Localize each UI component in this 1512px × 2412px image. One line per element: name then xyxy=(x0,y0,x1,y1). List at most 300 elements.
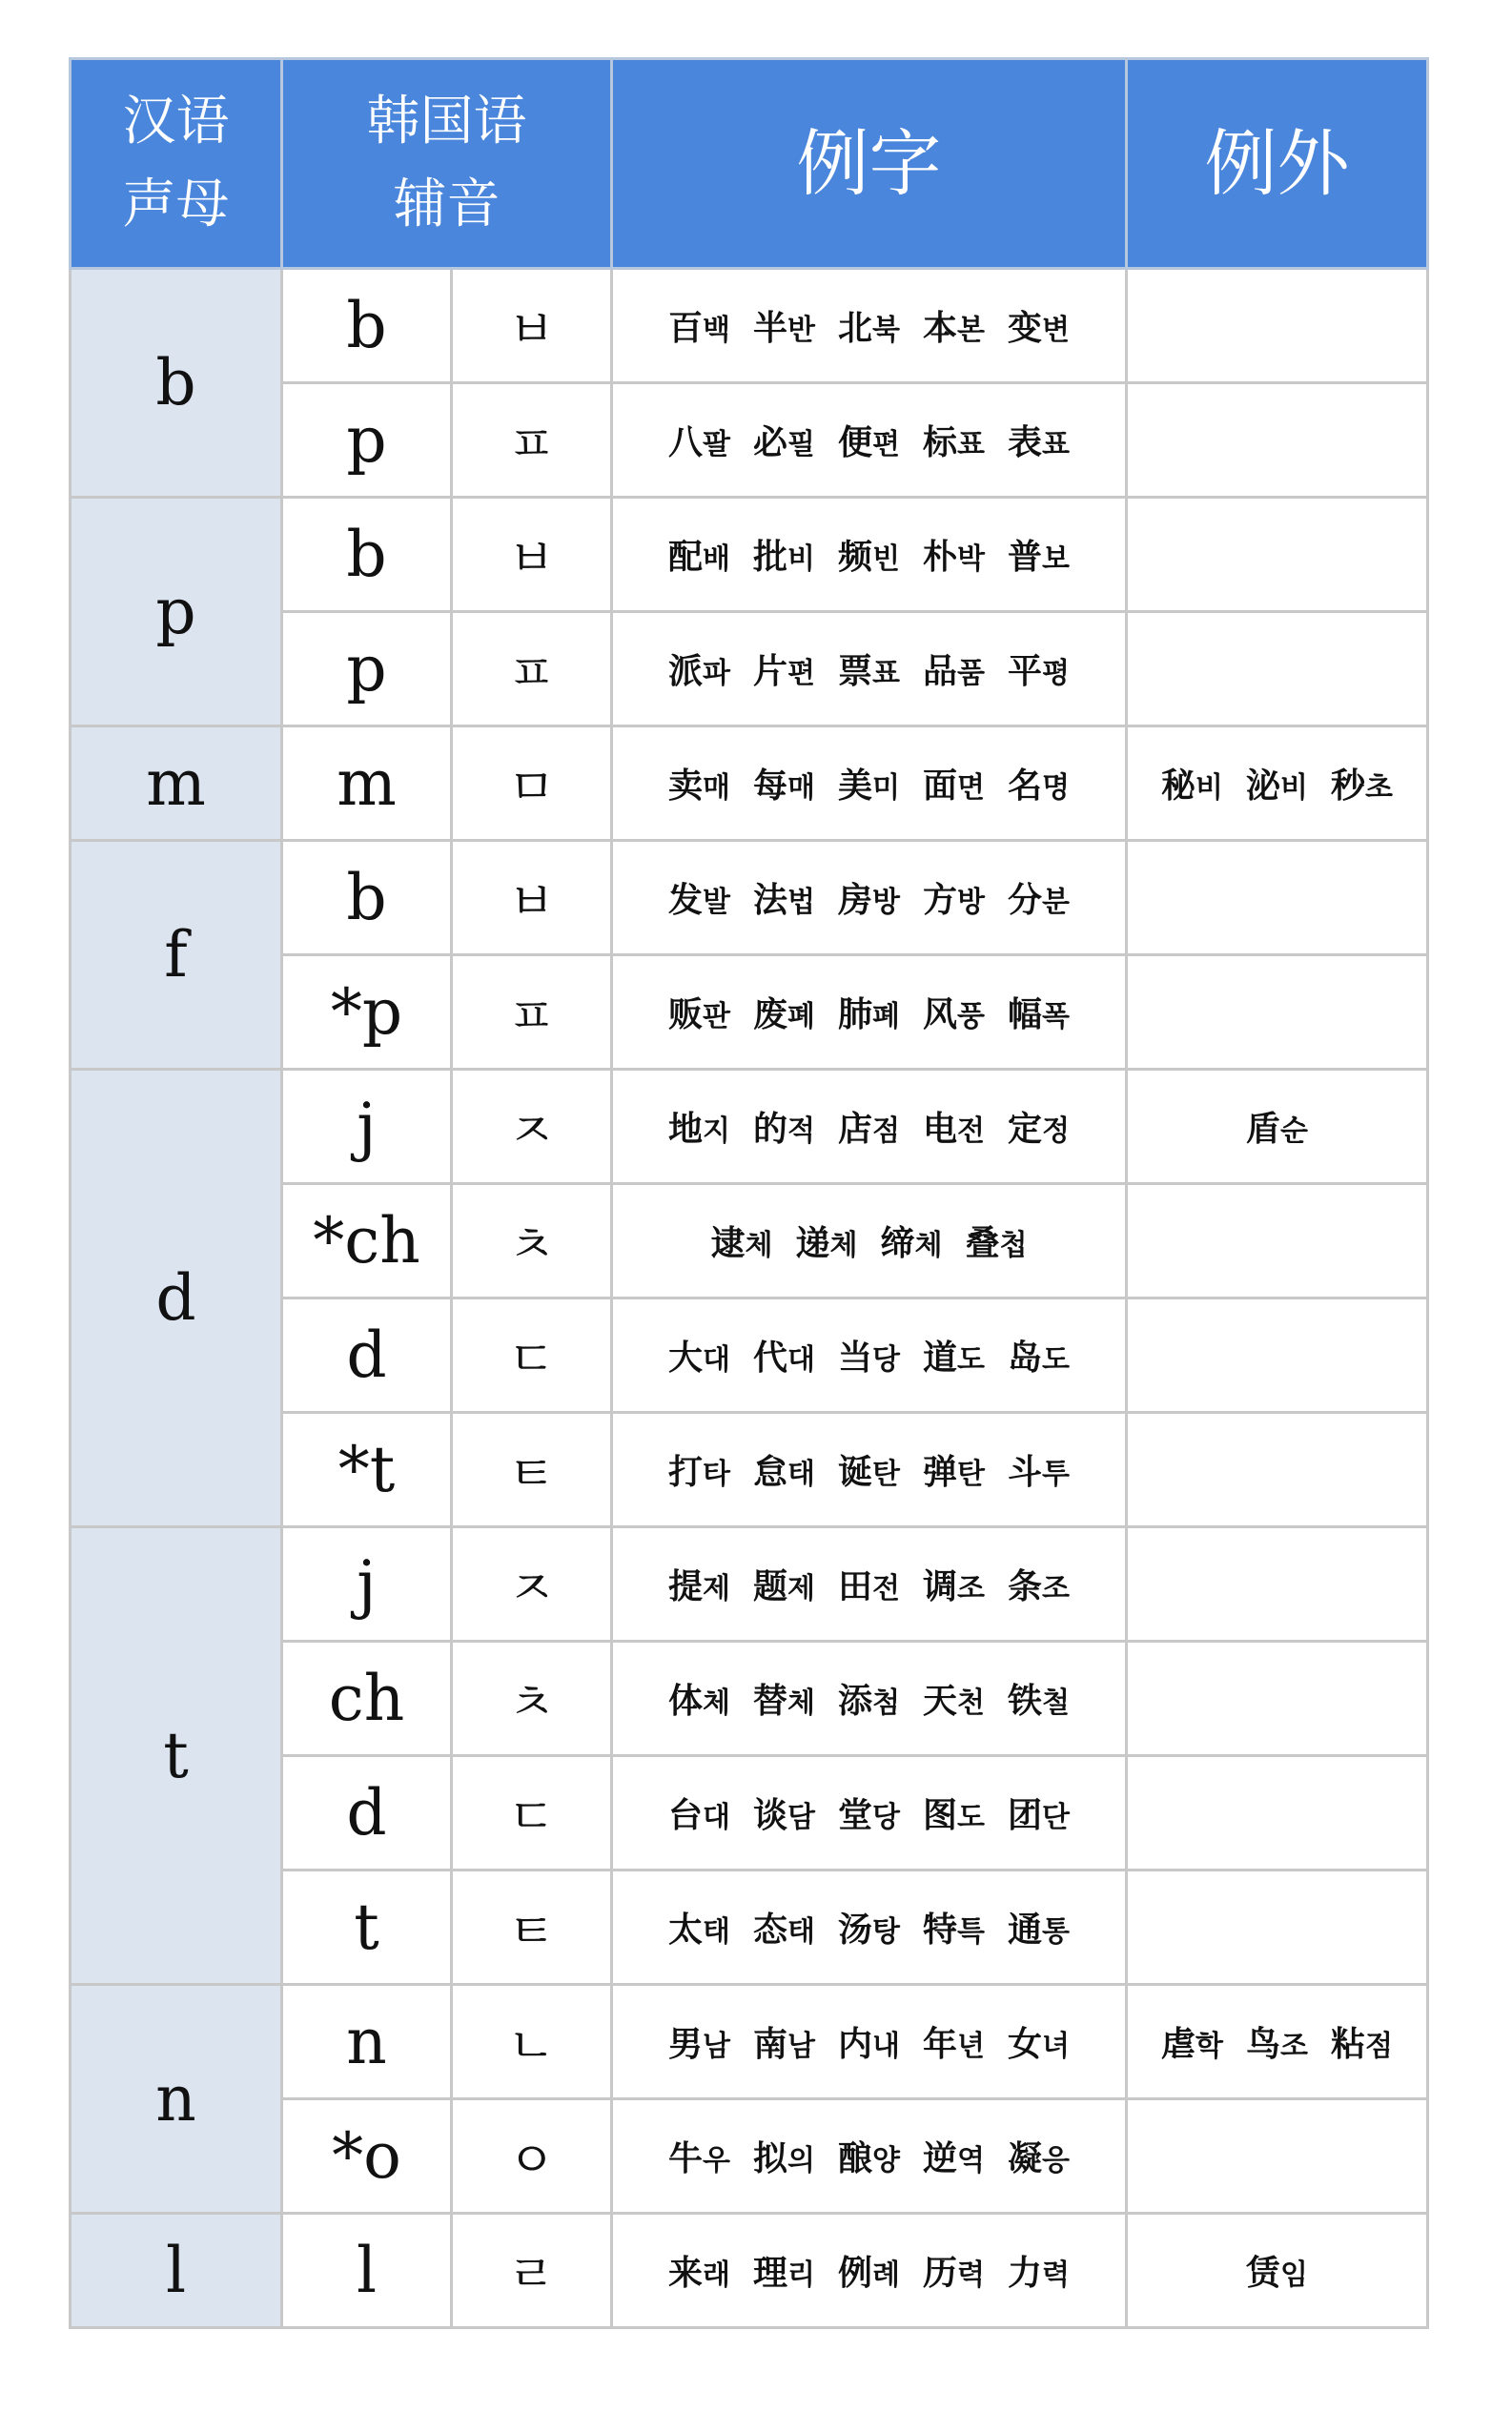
header-korean-consonant xyxy=(282,59,612,269)
hanja-char: 名 xyxy=(1008,767,1043,806)
hanja-char: 法 xyxy=(753,881,788,920)
hangul-reading: 도 xyxy=(957,1801,985,1834)
hanja-char: 频 xyxy=(838,538,873,577)
hanja-char: 发 xyxy=(668,881,704,920)
examples-cell xyxy=(612,1413,1127,1527)
korean-romanization-cell: p xyxy=(282,612,452,726)
example-pair xyxy=(1008,2017,1070,2066)
hanja-char: 例 xyxy=(838,2254,873,2293)
example-pair xyxy=(838,2246,900,2295)
hangul-reading: 매 xyxy=(787,771,815,805)
hangul-reading: 래 xyxy=(703,2259,730,2292)
exception-pair xyxy=(1246,2017,1308,2066)
example-pair xyxy=(1008,873,1070,922)
examples-cell xyxy=(612,1985,1127,2099)
header-chinese-initial-line1: 汉语 xyxy=(122,90,230,153)
hangul-reading: 투 xyxy=(1042,1458,1070,1491)
korean-romanization-cell: b xyxy=(282,498,452,612)
hangul-reading: 첨 xyxy=(872,1686,900,1720)
hangul-reading: 빈 xyxy=(872,542,900,576)
hanja-char: 本 xyxy=(923,309,958,348)
hangul-reading: 분 xyxy=(1042,886,1070,919)
korean-jamo-cell: ㅍ xyxy=(452,955,612,1070)
hanja-char: 南 xyxy=(753,2025,788,2064)
korean-jamo-cell: ㅇ xyxy=(452,2099,612,2214)
example-pair xyxy=(923,1674,985,1723)
hangul-reading: 팔 xyxy=(703,428,730,461)
hanja-char: 牛 xyxy=(668,2139,704,2178)
hangul-reading: 조 xyxy=(957,1572,985,1605)
example-pair xyxy=(711,1216,773,1265)
header-row xyxy=(71,59,1428,269)
exceptions-cell xyxy=(1127,2099,1428,2214)
hanja-char: 标 xyxy=(923,423,958,462)
hanja-char: 便 xyxy=(838,423,873,462)
example-pair xyxy=(668,530,730,579)
example-pair xyxy=(753,1789,815,1837)
table-row xyxy=(71,1527,1428,1642)
hanja-char: 每 xyxy=(753,767,788,806)
hangul-reading: 품 xyxy=(957,657,985,690)
hanja-char: 平 xyxy=(1008,652,1043,691)
example-pair xyxy=(668,644,730,693)
hangul-reading: 체 xyxy=(829,1229,858,1262)
example-pair xyxy=(838,1102,900,1151)
hanja-char: 贩 xyxy=(668,995,704,1034)
exceptions-cell xyxy=(1127,955,1428,1070)
hanja-char: 汤 xyxy=(838,1911,873,1950)
hangul-reading: 점 xyxy=(872,1114,900,1148)
example-pair xyxy=(668,1102,730,1151)
hangul-reading: 당 xyxy=(872,1801,900,1834)
hanja-char: 团 xyxy=(1008,1796,1043,1835)
example-pair xyxy=(668,1560,730,1608)
hangul-reading: 천 xyxy=(957,1686,985,1720)
hangul-reading: 대 xyxy=(787,1343,815,1377)
exceptions-cell xyxy=(1127,1527,1428,1642)
exceptions-cell xyxy=(1127,1070,1428,1184)
example-pair xyxy=(923,1789,985,1837)
korean-jamo-cell: ㄷ xyxy=(452,1298,612,1413)
examples-cell xyxy=(612,1642,1127,1756)
example-pair xyxy=(753,416,815,464)
hanja-char: 美 xyxy=(838,767,873,806)
examples-cell xyxy=(612,955,1127,1070)
example-pair xyxy=(923,988,985,1036)
hangul-reading: 방 xyxy=(957,886,985,919)
example-pair xyxy=(923,759,985,807)
header-korean-consonant-line2: 辅音 xyxy=(393,173,501,235)
hangul-reading: 적 xyxy=(787,1114,815,1148)
hangul-reading: 담 xyxy=(787,1801,815,1834)
hangul-reading: 도 xyxy=(1042,1343,1070,1377)
hanja-char: 鸟 xyxy=(1246,2025,1281,2064)
hanja-char: 八 xyxy=(668,423,704,462)
example-pair xyxy=(838,1674,900,1723)
hangul-reading: 정 xyxy=(1042,1114,1070,1148)
example-pair xyxy=(796,1216,858,1265)
hanja-char: 品 xyxy=(923,652,958,691)
example-pair xyxy=(753,644,815,693)
hangul-reading: 조 xyxy=(1042,1572,1070,1605)
header-chinese-initial-line2: 声母 xyxy=(122,173,230,235)
hangul-reading: 태 xyxy=(703,1915,730,1949)
example-pair xyxy=(838,530,900,579)
examples-cell xyxy=(612,1184,1127,1298)
exceptions-cell xyxy=(1127,269,1428,383)
hangul-reading: 체 xyxy=(914,1229,943,1262)
hanja-char: 叠 xyxy=(965,1224,1000,1263)
example-pair xyxy=(1008,2132,1070,2180)
hangul-reading: 박 xyxy=(957,542,985,576)
hanja-char: 卖 xyxy=(668,767,704,806)
examples-cell xyxy=(612,1527,1127,1642)
korean-romanization-cell: j xyxy=(282,1527,452,1642)
hangul-reading: 평 xyxy=(1042,657,1070,690)
hangul-reading: 본 xyxy=(957,314,985,347)
hanja-char: 天 xyxy=(923,1682,958,1721)
hanja-char: 幅 xyxy=(1008,995,1043,1034)
hangul-reading: 보 xyxy=(1042,542,1070,576)
example-pair xyxy=(923,416,985,464)
korean-jamo-cell: ㅁ xyxy=(452,726,612,841)
korean-jamo-cell: ㅍ xyxy=(452,383,612,498)
example-pair xyxy=(1008,530,1070,579)
table-row xyxy=(71,841,1428,955)
hangul-reading: 순 xyxy=(1280,1114,1308,1148)
hanja-char: 派 xyxy=(668,652,704,691)
table-row xyxy=(71,726,1428,841)
hanja-char: 定 xyxy=(1008,1110,1043,1149)
hangul-reading: 탄 xyxy=(872,1458,900,1491)
korean-romanization-cell: n xyxy=(282,1985,452,2099)
chinese-initial-cell: b xyxy=(71,269,282,498)
header-exceptions: 例外 xyxy=(1127,59,1428,269)
hangul-reading: 변 xyxy=(1042,314,1070,347)
hanja-char: 泌 xyxy=(1246,767,1281,806)
example-pair xyxy=(838,301,900,350)
hanja-char: 题 xyxy=(753,1567,788,1606)
chinese-initial-cell: l xyxy=(71,2214,282,2328)
example-pair xyxy=(923,1102,985,1151)
hangul-reading: 폐 xyxy=(872,1000,900,1033)
hangul-reading: 단 xyxy=(1042,1801,1070,1834)
example-pair xyxy=(753,2017,815,2066)
examples-cell xyxy=(612,383,1127,498)
exception-pair xyxy=(1331,759,1393,807)
hangul-reading: 제 xyxy=(703,1572,730,1605)
korean-jamo-cell: ㅂ xyxy=(452,269,612,383)
hangul-reading: 발 xyxy=(703,886,730,919)
example-pair xyxy=(1008,1903,1070,1952)
hangul-reading: 판 xyxy=(703,1000,730,1033)
hanja-char: 岛 xyxy=(1008,1339,1043,1378)
example-pair xyxy=(753,1445,815,1494)
hanja-char: 女 xyxy=(1008,2025,1043,2064)
hangul-reading: 비 xyxy=(787,542,815,576)
hangul-reading: 대 xyxy=(703,1801,730,1834)
chinese-initial-cell: f xyxy=(71,841,282,1070)
hanja-char: 台 xyxy=(668,1796,704,1835)
korean-jamo-cell: ㄴ xyxy=(452,1985,612,2099)
example-pair xyxy=(923,530,985,579)
hangul-reading: 력 xyxy=(1042,2259,1070,2292)
example-pair xyxy=(753,1331,815,1380)
example-pair xyxy=(923,2246,985,2295)
hanja-char: 打 xyxy=(668,1453,704,1492)
example-pair xyxy=(668,1331,730,1380)
example-pair xyxy=(923,644,985,693)
hangul-reading: 방 xyxy=(872,886,900,919)
hanja-char: 盾 xyxy=(1246,1110,1281,1149)
hangul-reading: 학 xyxy=(1195,2030,1223,2063)
hangul-reading: 점 xyxy=(1365,2030,1393,2063)
hanja-char: 铁 xyxy=(1008,1682,1043,1721)
hanja-char: 男 xyxy=(668,2025,704,2064)
hanja-char: 分 xyxy=(1008,881,1043,920)
hanja-char: 批 xyxy=(753,538,788,577)
example-pair xyxy=(1008,416,1070,464)
hanja-char: 来 xyxy=(668,2254,704,2293)
exceptions-cell xyxy=(1127,1985,1428,2099)
example-pair xyxy=(838,1560,900,1608)
hanja-char: 地 xyxy=(668,1110,704,1149)
hanja-char: 堂 xyxy=(838,1796,873,1835)
example-pair xyxy=(668,873,730,922)
exceptions-cell xyxy=(1127,841,1428,955)
korean-jamo-cell: ㅊ xyxy=(452,1184,612,1298)
hanja-char: 普 xyxy=(1008,538,1043,577)
exceptions-cell xyxy=(1127,612,1428,726)
hangul-reading: 전 xyxy=(957,1114,985,1148)
korean-romanization-cell: p xyxy=(282,383,452,498)
hanja-char: 肺 xyxy=(838,995,873,1034)
example-pair xyxy=(753,2132,815,2180)
example-pair xyxy=(1008,1331,1070,1380)
hanja-char: 替 xyxy=(753,1682,788,1721)
hangul-reading: 년 xyxy=(957,2030,985,2063)
exceptions-cell xyxy=(1127,1298,1428,1413)
hangul-reading: 타 xyxy=(703,1458,730,1491)
examples-cell xyxy=(612,269,1127,383)
example-pair xyxy=(753,301,815,350)
example-pair xyxy=(923,873,985,922)
hanja-char: 票 xyxy=(838,652,873,691)
hangul-reading: 면 xyxy=(957,771,985,805)
hanja-char: 赁 xyxy=(1246,2254,1281,2293)
exception-pair xyxy=(1246,1102,1308,1151)
exceptions-cell xyxy=(1127,1413,1428,1527)
hangul-reading: 응 xyxy=(1042,2144,1070,2177)
hangul-reading: 태 xyxy=(787,1458,815,1491)
chinese-initial-cell: p xyxy=(71,498,282,726)
example-pair xyxy=(1008,1445,1070,1494)
example-pair xyxy=(1008,301,1070,350)
example-pair xyxy=(923,1903,985,1952)
example-pair xyxy=(668,1903,730,1952)
hanja-char: 表 xyxy=(1008,423,1043,462)
korean-romanization-cell: d xyxy=(282,1756,452,1870)
example-pair xyxy=(923,1331,985,1380)
hanja-char: 理 xyxy=(753,2254,788,2293)
example-pair xyxy=(1008,988,1070,1036)
table-row xyxy=(71,2214,1428,2328)
exception-pair xyxy=(1246,759,1308,807)
hanja-char: 店 xyxy=(838,1110,873,1149)
hangul-reading: 백 xyxy=(703,314,730,347)
hangul-reading: 매 xyxy=(703,771,730,805)
example-pair xyxy=(668,301,730,350)
exceptions-cell xyxy=(1127,498,1428,612)
example-pair xyxy=(838,1445,900,1494)
example-pair xyxy=(753,759,815,807)
example-pair xyxy=(923,301,985,350)
korean-romanization-cell: j xyxy=(282,1070,452,1184)
exceptions-cell xyxy=(1127,1184,1428,1298)
hanja-char: 特 xyxy=(923,1911,958,1950)
hanja-char: 缔 xyxy=(880,1224,915,1263)
example-pair xyxy=(923,1560,985,1608)
table-body xyxy=(71,269,1428,2328)
example-pair xyxy=(1008,1102,1070,1151)
hangul-reading: 초 xyxy=(1365,771,1393,805)
hangul-reading: 당 xyxy=(872,1343,900,1377)
example-pair xyxy=(753,1102,815,1151)
example-pair xyxy=(838,2132,900,2180)
hangul-reading: 남 xyxy=(787,2030,815,2063)
exception-pair xyxy=(1246,2246,1308,2295)
table-row xyxy=(71,498,1428,612)
example-pair xyxy=(1008,2246,1070,2295)
table-row xyxy=(71,269,1428,383)
hanja-char: 斗 xyxy=(1008,1453,1043,1492)
hanja-char: 递 xyxy=(795,1224,830,1263)
hangul-reading: 태 xyxy=(787,1915,815,1949)
hanja-char: 百 xyxy=(668,309,704,348)
hanja-char: 态 xyxy=(753,1911,788,1950)
hanja-char: 风 xyxy=(923,995,958,1034)
examples-cell xyxy=(612,1298,1127,1413)
hangul-reading: 명 xyxy=(1042,771,1070,805)
example-pair xyxy=(668,2246,730,2295)
example-pair xyxy=(838,873,900,922)
example-pair xyxy=(668,1445,730,1494)
hangul-reading: 배 xyxy=(703,542,730,576)
hanja-char: 谈 xyxy=(753,1796,788,1835)
hanja-char: 虐 xyxy=(1161,2025,1196,2064)
korean-jamo-cell: ㄹ xyxy=(452,2214,612,2328)
exception-pair xyxy=(1161,2017,1223,2066)
example-pair xyxy=(838,1331,900,1380)
exceptions-cell xyxy=(1127,1870,1428,1985)
hanja-char: 力 xyxy=(1008,2254,1043,2293)
hanja-char: 北 xyxy=(838,309,873,348)
hangul-reading: 리 xyxy=(787,2259,815,2292)
example-pair xyxy=(668,759,730,807)
hangul-reading: 제 xyxy=(787,1572,815,1605)
hangul-reading: 표 xyxy=(957,428,985,461)
korean-romanization-cell: ch xyxy=(282,1642,452,1756)
initials-correspondence-table xyxy=(69,57,1429,2329)
examples-cell xyxy=(612,1070,1127,1184)
example-pair xyxy=(838,416,900,464)
hangul-reading: 비 xyxy=(1195,771,1223,805)
hanja-char: 的 xyxy=(753,1110,788,1149)
examples-cell xyxy=(612,2214,1127,2328)
hangul-reading: 폭 xyxy=(1042,1000,1070,1033)
hanja-char: 废 xyxy=(753,995,788,1034)
exception-pair xyxy=(1331,2017,1393,2066)
korean-jamo-cell: ㅍ xyxy=(452,612,612,726)
chinese-initial-cell: t xyxy=(71,1527,282,1985)
chinese-initial-cell: m xyxy=(71,726,282,841)
hanja-char: 道 xyxy=(923,1339,958,1378)
hangul-reading: 철 xyxy=(1042,1686,1070,1720)
hangul-reading: 체 xyxy=(787,1686,815,1720)
korean-jamo-cell: ㅂ xyxy=(452,841,612,955)
hanja-char: 房 xyxy=(838,881,873,920)
examples-cell xyxy=(612,612,1127,726)
hanja-char: 弹 xyxy=(923,1453,958,1492)
hangul-reading: 폐 xyxy=(787,1000,815,1033)
hangul-reading: 표 xyxy=(872,657,900,690)
table-row xyxy=(71,1070,1428,1184)
hangul-reading: 양 xyxy=(872,2144,900,2177)
header-korean-consonant-line1: 韩国语 xyxy=(366,90,527,153)
hanja-char: 逮 xyxy=(710,1224,746,1263)
hanja-char: 电 xyxy=(923,1110,958,1149)
examples-cell xyxy=(612,841,1127,955)
example-pair xyxy=(838,1789,900,1837)
hanja-char: 朴 xyxy=(923,538,958,577)
table-container xyxy=(69,57,1426,2329)
korean-romanization-cell: *ch xyxy=(282,1184,452,1298)
hangul-reading: 특 xyxy=(957,1915,985,1949)
korean-jamo-cell: ㅊ xyxy=(452,1642,612,1756)
korean-romanization-cell: *t xyxy=(282,1413,452,1527)
hangul-reading: 내 xyxy=(872,2030,900,2063)
chinese-initial-cell: n xyxy=(71,1985,282,2214)
hangul-reading: 편 xyxy=(787,657,815,690)
hangul-reading: 체 xyxy=(703,1686,730,1720)
chinese-initial-cell: d xyxy=(71,1070,282,1527)
hangul-reading: 남 xyxy=(703,2030,730,2063)
korean-jamo-cell: ㄷ xyxy=(452,1756,612,1870)
korean-jamo-cell: ㅈ xyxy=(452,1527,612,1642)
example-pair xyxy=(1008,1789,1070,1837)
hangul-reading: 첩 xyxy=(999,1229,1028,1262)
example-pair xyxy=(668,1674,730,1723)
hangul-reading: 전 xyxy=(872,1572,900,1605)
hanja-char: 田 xyxy=(838,1567,873,1606)
exceptions-cell xyxy=(1127,726,1428,841)
hangul-reading: 비 xyxy=(1280,771,1308,805)
hanja-char: 诞 xyxy=(838,1453,873,1492)
hanja-char: 片 xyxy=(753,652,788,691)
example-pair xyxy=(753,988,815,1036)
hanja-char: 条 xyxy=(1008,1567,1043,1606)
hanja-char: 体 xyxy=(668,1682,704,1721)
hangul-reading: 조 xyxy=(1280,2030,1308,2063)
hangul-reading: 대 xyxy=(703,1343,730,1377)
hangul-reading: 미 xyxy=(872,771,900,805)
example-pair xyxy=(923,2132,985,2180)
example-pair xyxy=(1008,1674,1070,1723)
examples-cell xyxy=(612,726,1127,841)
hangul-reading: 필 xyxy=(787,428,815,461)
hangul-reading: 반 xyxy=(787,314,815,347)
example-pair xyxy=(838,1903,900,1952)
